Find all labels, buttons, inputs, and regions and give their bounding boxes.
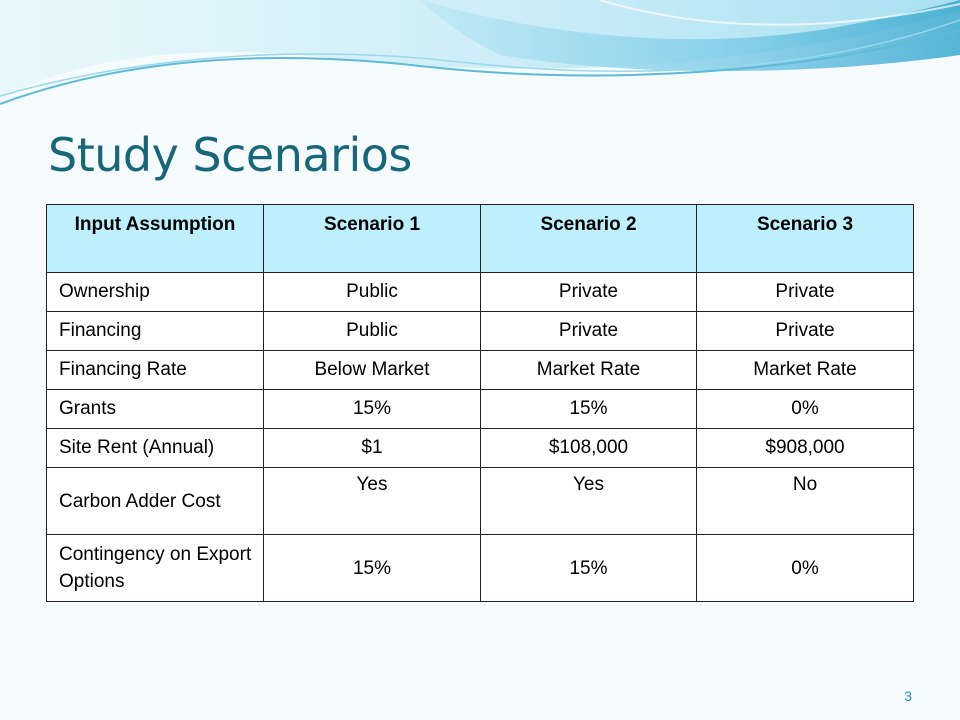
slide-title: Study Scenarios [48,128,412,182]
table-cell: 0% [697,535,914,602]
header-scenario-2: Scenario 2 [481,205,697,273]
table-cell: 15% [264,390,481,429]
table-cell: $908,000 [697,429,914,468]
table-cell: Market Rate [697,351,914,390]
table-cell: No [697,468,914,535]
table-cell: Yes [264,468,481,535]
table-row [47,429,914,468]
header-input-assumption: Input Assumption [47,205,264,273]
row-label: Grants [47,390,264,429]
table-cell: Private [481,312,697,351]
table-row [47,468,914,535]
table-cell: Market Rate [481,351,697,390]
table-cell: 15% [264,535,481,602]
table-cell: 0% [697,390,914,429]
table-row [47,351,914,390]
table-row [47,535,914,602]
table-cell: Public [264,273,481,312]
row-label: Financing [47,312,264,351]
header-scenario-3: Scenario 3 [697,205,914,273]
table-cell: Below Market [264,351,481,390]
table-cell: 15% [481,390,697,429]
table-row [47,312,914,351]
header-scenario-1: Scenario 1 [264,205,481,273]
row-label: Ownership [47,273,264,312]
table-cell: $1 [264,429,481,468]
table-row [47,390,914,429]
table-header-row [47,205,914,273]
table-row [47,273,914,312]
page-number: 3 [904,688,912,704]
table-cell: 15% [481,535,697,602]
scenarios-table [46,204,914,602]
table-cell: Private [697,312,914,351]
table-cell: Private [697,273,914,312]
table-cell: Public [264,312,481,351]
row-label: Site Rent (Annual) [47,429,264,468]
row-label: Financing Rate [47,351,264,390]
table-cell: Private [481,273,697,312]
row-label: Carbon Adder Cost [47,468,264,535]
table-cell: Yes [481,468,697,535]
row-label: Contingency on Export Options [47,535,264,602]
table-cell: $108,000 [481,429,697,468]
decorative-wave-banner [0,0,960,120]
